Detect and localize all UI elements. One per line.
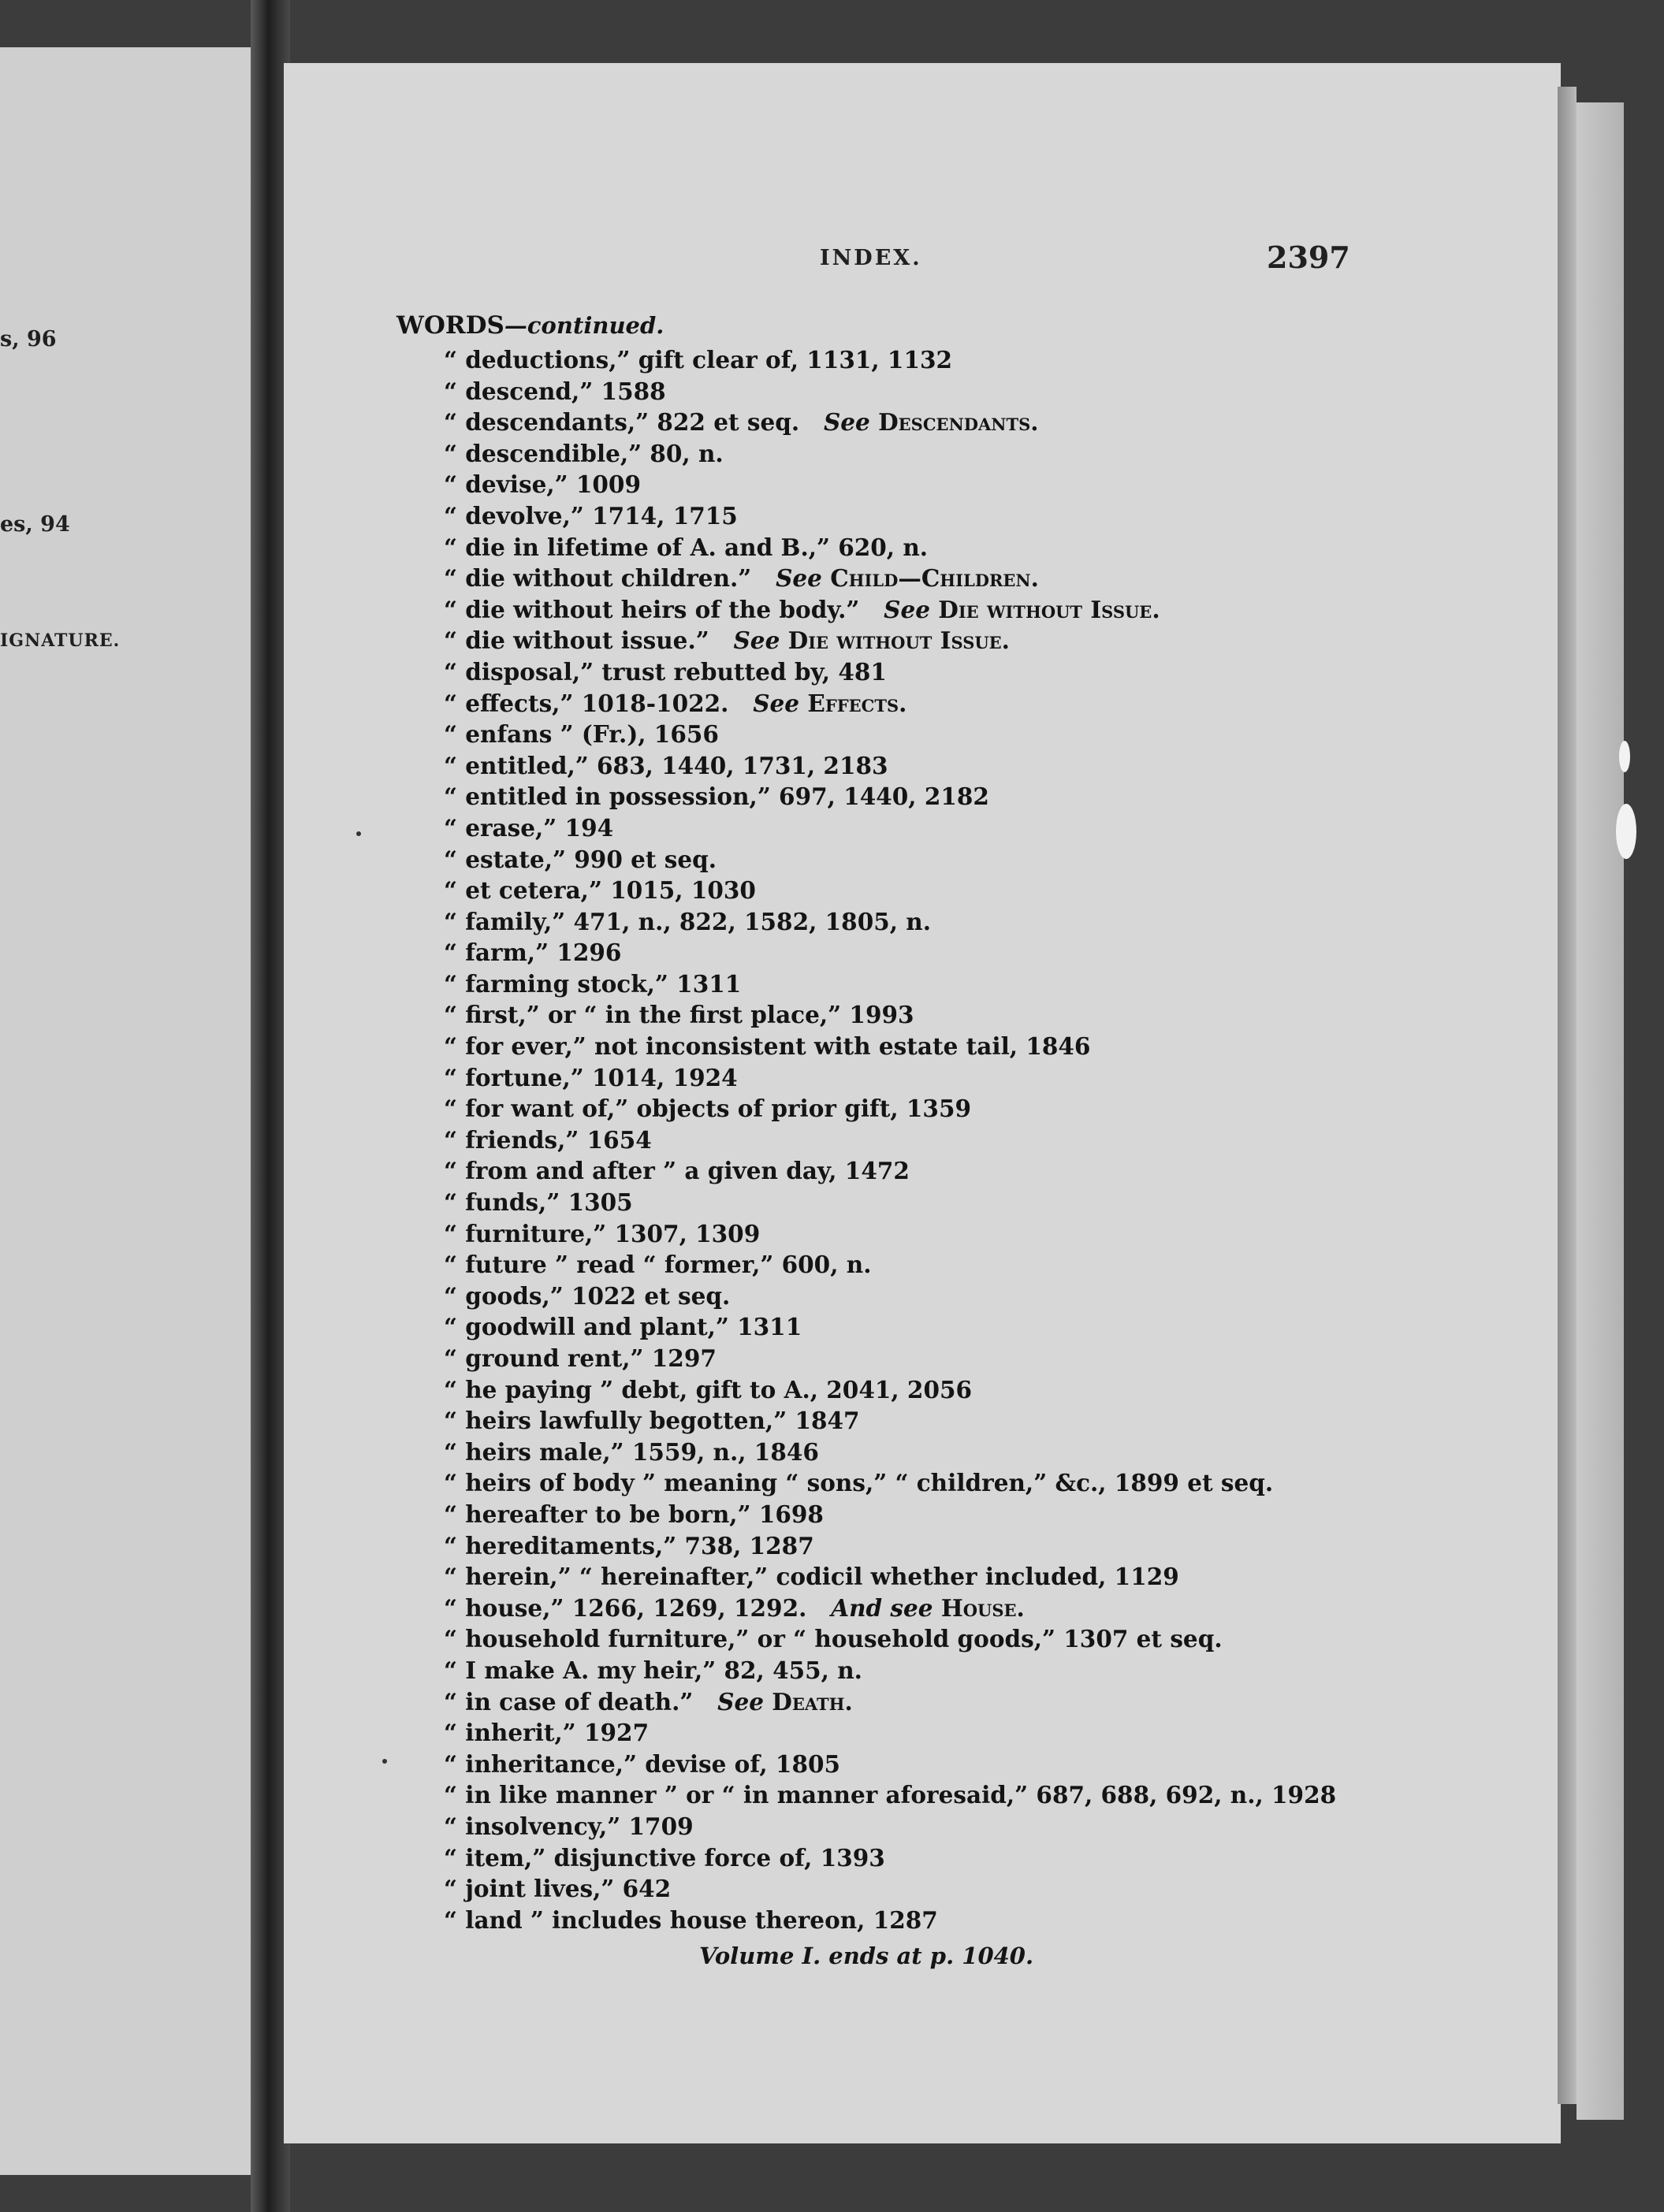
index-entry <box>444 1125 1547 1156</box>
entry-text: “ die without children.” <box>444 564 752 593</box>
cross-reference-cue: See <box>884 595 930 623</box>
index-entry <box>444 438 1547 470</box>
entry-text: “ heirs male,” 1559, n., 1846 <box>444 1437 819 1466</box>
index-entry <box>444 1249 1547 1281</box>
entry-text: “ hereafter to be born,” 1698 <box>444 1500 824 1528</box>
entry-text: “ erase,” 194 <box>444 813 614 842</box>
entry-text: “ entitled in possession,” 697, 1440, 2182 <box>444 783 989 811</box>
index-entry <box>444 1717 1547 1749</box>
entry-text: “ effects,” 1018-1022. <box>444 689 729 717</box>
index-entry <box>444 563 1547 594</box>
index-entry <box>444 688 1547 719</box>
volume-note: Volume I. ends at p. 1040. <box>699 1942 1034 1969</box>
entry-text: “ fortune,” 1014, 1924 <box>444 1063 738 1091</box>
page-edge <box>1558 87 1577 2104</box>
cross-reference-target: Die without Issue. <box>787 626 1010 655</box>
entry-text: “ descend,” 1588 <box>444 377 666 405</box>
entry-text: “ disposal,” trust rebutted by, 481 <box>444 657 887 686</box>
page-edge <box>1577 102 1624 2120</box>
entry-text: “ inherit,” 1927 <box>444 1719 650 1747</box>
left-page-fragment: IGNATURE. <box>0 630 121 651</box>
entry-text: “ die without heirs of the body.” <box>444 595 860 623</box>
entry-text: “ for want of,” objects of prior gift, 1359 <box>444 1095 972 1123</box>
index-entry <box>444 750 1547 782</box>
index-entries <box>444 344 1547 1935</box>
ink-speck <box>382 1759 387 1764</box>
index-entry <box>444 812 1547 844</box>
entry-text: “ future ” read “ former,” 600, n. <box>444 1251 872 1279</box>
entry-text: “ goodwill and plant,” 1311 <box>444 1313 802 1341</box>
cross-reference-target: House. <box>940 1593 1025 1622</box>
index-entry <box>444 1031 1547 1062</box>
entry-text: “ first,” or “ in the first place,” 1993 <box>444 1001 914 1029</box>
index-entry <box>444 1218 1547 1250</box>
index-entry <box>444 407 1547 438</box>
index-entry <box>444 1779 1547 1811</box>
index-entry <box>444 1561 1547 1593</box>
entry-text: “ deductions,” gift clear of, 1131, 1132 <box>444 346 953 374</box>
index-entry <box>444 1499 1547 1530</box>
index-entry <box>444 719 1547 750</box>
index-entry <box>444 844 1547 876</box>
entry-text: “ enfans ” (Fr.), 1656 <box>444 720 719 749</box>
index-entry <box>444 1311 1547 1343</box>
cross-reference-target: Child—Children. <box>830 564 1039 593</box>
index-entry <box>444 781 1547 812</box>
cross-reference-target: Death. <box>772 1687 853 1716</box>
entry-text: “ item,” disjunctive force of, 1393 <box>444 1843 885 1872</box>
cross-reference-cue: See <box>776 564 822 593</box>
cross-reference-cue: See <box>753 689 800 717</box>
entry-text: “ devise,” 1009 <box>444 470 641 499</box>
index-entry <box>444 1437 1547 1468</box>
left-page <box>0 47 260 2175</box>
index-entry <box>444 1873 1547 1905</box>
cross-reference-cue: See <box>823 408 870 437</box>
left-page-fragment: s, 96 <box>0 327 57 351</box>
entry-text: “ farm,” 1296 <box>444 939 622 967</box>
entry-text: “ die in lifetime of A. and B.,” 620, n. <box>444 533 929 561</box>
index-entry <box>444 1530 1547 1562</box>
index-entry <box>444 1343 1547 1374</box>
index-entry <box>444 1842 1547 1874</box>
entry-text: “ joint lives,” 642 <box>444 1875 672 1903</box>
index-entry <box>444 906 1547 938</box>
section-heading-word: WORDS <box>396 311 504 340</box>
cross-reference-target: Descendants. <box>878 408 1039 437</box>
entry-text: “ devolve,” 1714, 1715 <box>444 501 738 530</box>
paper-blemish <box>1619 741 1630 772</box>
entry-text: “ farming stock,” 1311 <box>444 969 742 998</box>
index-entry <box>444 1062 1547 1094</box>
index-entry <box>444 344 1547 376</box>
entry-text: “ et cetera,” 1015, 1030 <box>444 876 756 905</box>
entry-text: “ in case of death.” <box>444 1687 694 1716</box>
index-entry <box>444 1623 1547 1655</box>
entry-text: “ hereditaments,” 738, 1287 <box>444 1531 814 1560</box>
index-entry <box>444 968 1547 1000</box>
ink-speck <box>356 831 361 836</box>
index-entry <box>444 1749 1547 1780</box>
cross-reference-cue: See <box>717 1687 765 1716</box>
entry-text: “ in like manner ” or “ in manner aforesaid,” 687, 688, 692, n., 1928 <box>444 1781 1337 1809</box>
entry-text: “ descendible,” 80, n. <box>444 439 724 467</box>
index-entry <box>444 1655 1547 1686</box>
section-heading <box>396 311 664 340</box>
cross-reference-target: Effects. <box>807 689 907 717</box>
running-header: INDEX. <box>820 246 922 270</box>
index-entry <box>444 376 1547 407</box>
entry-text: “ heirs of body ” meaning “ sons,” “ children,” &c., 1899 et seq. <box>444 1469 1274 1497</box>
left-page-fragment: es, 94 <box>0 512 70 537</box>
entry-text: “ die without issue.” <box>444 626 709 655</box>
entry-text: “ for ever,” not inconsistent with estate tail, 1846 <box>444 1032 1091 1061</box>
entry-text: “ ground rent,” 1297 <box>444 1344 717 1372</box>
entry-text: “ inheritance,” devise of, 1805 <box>444 1749 841 1778</box>
entry-text: “ friends,” 1654 <box>444 1125 652 1154</box>
index-entry <box>444 532 1547 563</box>
entry-text: “ descendants,” 822 et seq. <box>444 408 800 437</box>
entry-text: “ family,” 471, n., 822, 1582, 1805, n. <box>444 907 932 935</box>
index-entry <box>444 594 1547 626</box>
index-entry <box>444 1155 1547 1187</box>
entry-text: “ household furniture,” or “ household goods,” 1307 et seq. <box>444 1625 1223 1653</box>
paper-blemish <box>1616 804 1636 859</box>
index-entry <box>444 1405 1547 1437</box>
entry-text: “ herein,” “ hereinafter,” codicil whether included, 1129 <box>444 1563 1179 1591</box>
entry-text: “ house,” 1266, 1269, 1292. <box>444 1593 807 1622</box>
entry-text: “ he paying ” debt, gift to A., 2041, 2056 <box>444 1375 973 1403</box>
entry-text: “ funds,” 1305 <box>444 1188 633 1217</box>
index-entry <box>444 1905 1547 1936</box>
index-entry <box>444 1374 1547 1406</box>
index-entry <box>444 1187 1547 1218</box>
index-entry <box>444 1811 1547 1842</box>
cross-reference-target: Die without Issue. <box>938 595 1160 623</box>
cross-reference-cue: And see <box>831 1593 933 1622</box>
entry-text: “ from and after ” a given day, 1472 <box>444 1157 910 1185</box>
index-entry <box>444 937 1547 968</box>
index-entry <box>444 656 1547 688</box>
index-entry <box>444 999 1547 1031</box>
entry-text: “ furniture,” 1307, 1309 <box>444 1219 761 1247</box>
index-entry <box>444 1686 1547 1718</box>
entry-text: “ estate,” 990 et seq. <box>444 845 717 873</box>
entry-text: “ land ” includes house thereon, 1287 <box>444 1905 938 1934</box>
index-entry <box>444 1467 1547 1499</box>
index-entry <box>444 1281 1547 1312</box>
index-entry <box>444 500 1547 532</box>
index-entry <box>444 1593 1547 1624</box>
entry-text: “ I make A. my heir,” 82, 455, n. <box>444 1656 862 1684</box>
entry-text: “ insolvency,” 1709 <box>444 1812 694 1840</box>
cross-reference-cue: See <box>733 626 780 655</box>
index-entry <box>444 469 1547 500</box>
page-number: 2397 <box>1267 240 1350 275</box>
entry-text: “ heirs lawfully begotten,” 1847 <box>444 1407 860 1435</box>
entry-text: “ goods,” 1022 et seq. <box>444 1281 731 1310</box>
section-heading-suffix: —continued. <box>504 312 664 339</box>
index-entry <box>444 625 1547 656</box>
index-entry <box>444 875 1547 906</box>
index-entry <box>444 1093 1547 1125</box>
entry-text: “ entitled,” 683, 1440, 1731, 2183 <box>444 751 888 779</box>
